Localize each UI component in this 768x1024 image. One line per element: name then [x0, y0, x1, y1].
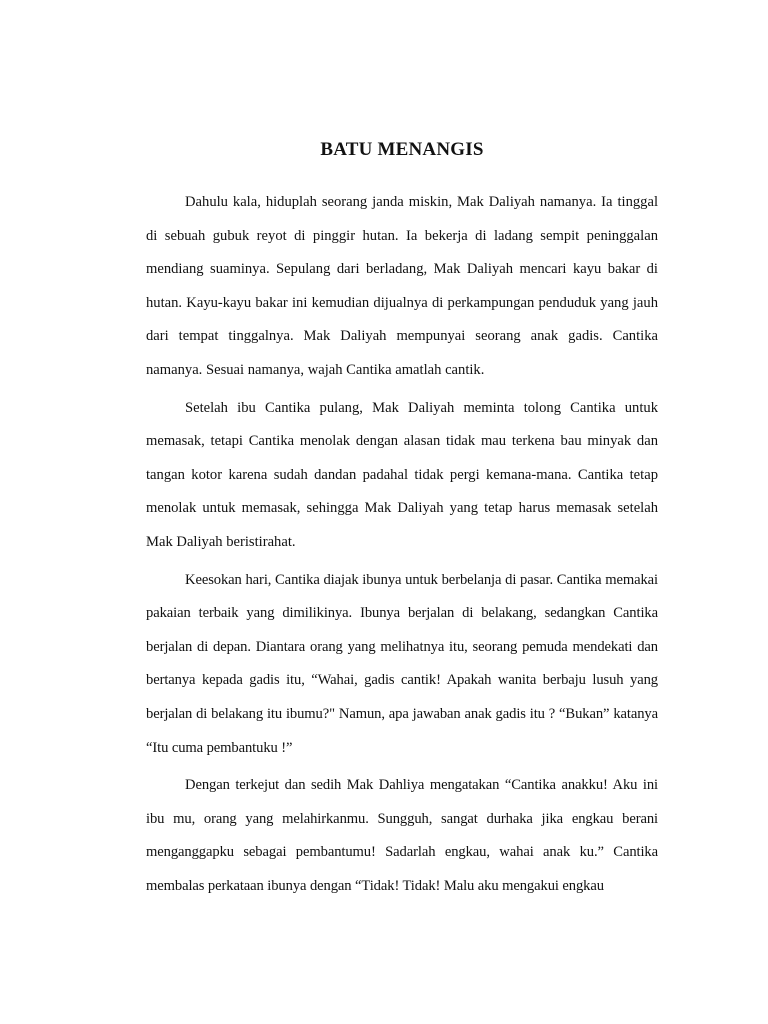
paragraph-1: Dahulu kala, hiduplah seorang janda miskin, Mak Daliyah namanya. Ia tinggal di sebuah gubuk reyot di pinggir hutan. Ia bekerja di ladang sempit peninggalan mendiang suaminya. Sepulang dari berladang, Mak Daliyah mencari kayu bakar di hutan. Kayu-kayu bakar ini kemudian dijualnya di perkampungan penduduk yang jauh dari tempat tinggalnya. Mak Daliyah mempunyai seorang anak gadis. Cantika namanya. Sesuai namanya, wajah Cantika amatlah cantik. [146, 194, 658, 378]
paragraph-4: Dengan terkejut dan sedih Mak Dahliya mengatakan “Cantika anakku! Aku ini ibu mu, orang yang melahirkanmu. Sungguh, sangat durhaka jika engkau berani menganggapku sebagai pembantumu! Sadarlah engkau, wahai anak ku.” Cantika membalas perkataan ibunya dengan “Tidak! Tidak! Malu aku mengakui engkau [146, 777, 658, 894]
paragraph-2: Setelah ibu Cantika pulang, Mak Daliyah meminta tolong Cantika untuk memasak, tetapi Cantika menolak dengan alasan tidak mau terkena bau minyak dan tangan kotor karena sudah dandan padahal tidak pergi kemana-mana. Cantika tetap menolak untuk memasak, sehingga Mak Daliyah yang tetap harus memasak setelah Mak Daliyah beristirahat. [146, 399, 658, 550]
document-body [146, 136, 658, 907]
document-title: BATU MENANGIS [320, 139, 484, 160]
paragraph-3: Keesokan hari, Cantika diajak ibunya untuk berbelanja di pasar. Cantika memakai pakaian terbaik yang dimilikinya. Ibunya berjalan di belakang, sedangkan Cantika berjalan di depan. Diantara orang yang melihatnya itu, seorang pemuda mendekati dan bertanya kepada gadis itu, “Wahai, gadis cantik! Apakah wanita berbaju lusuh yang berjalan di belakang itu ibumu?" Namun, apa jawaban anak gadis itu ? “Bukan” katanya “Itu cuma pembantuku !” [146, 571, 658, 756]
